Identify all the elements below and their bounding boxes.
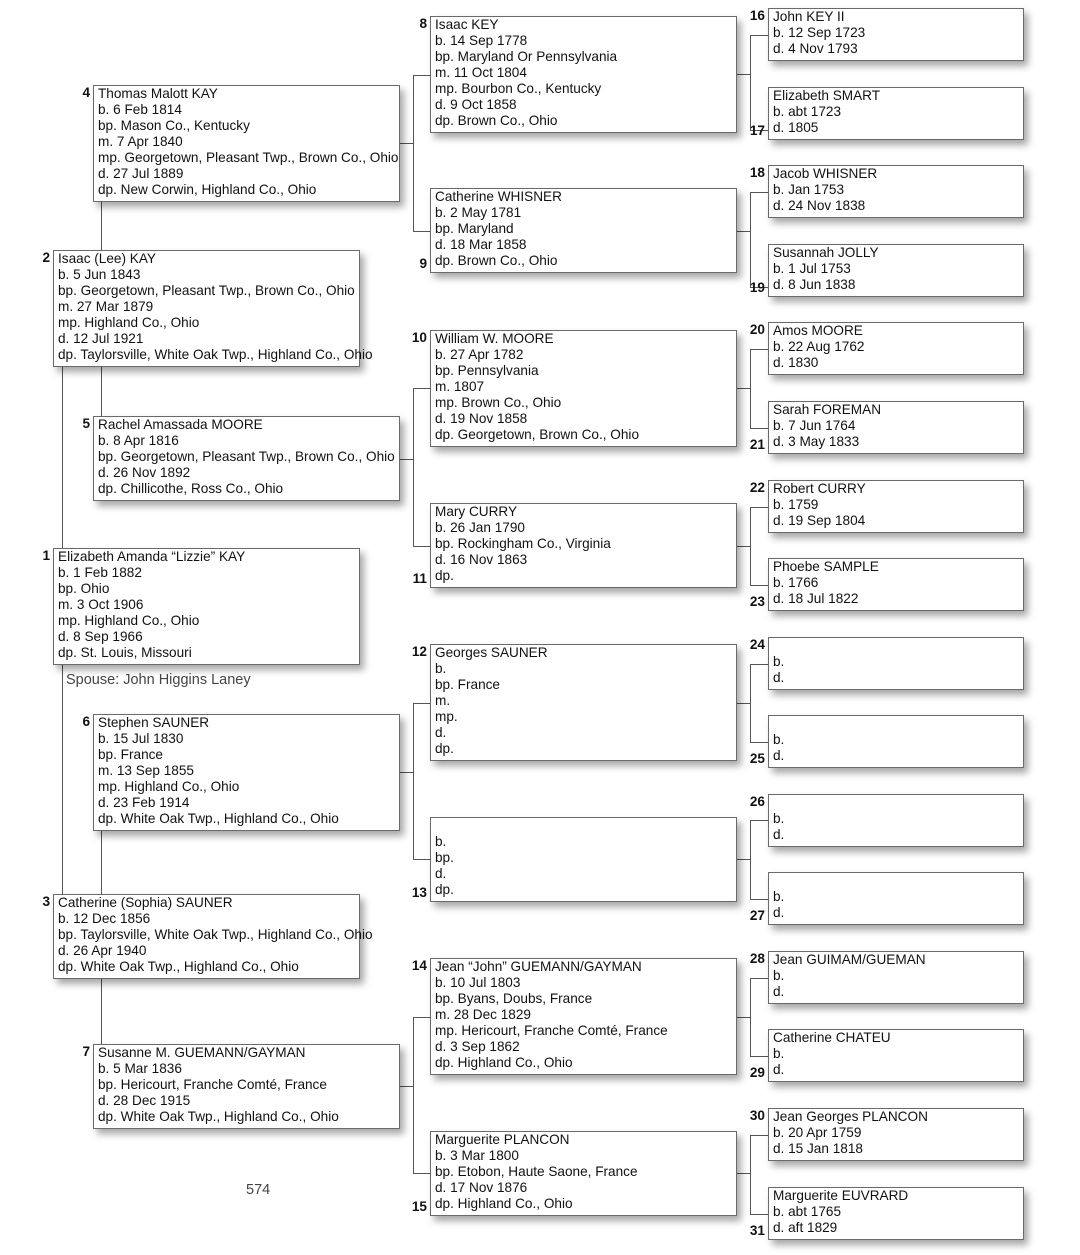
person-name: Jean GUIMAM/GUEMAN [773, 952, 926, 967]
connector-line [750, 1135, 768, 1136]
person-detail: bp. Byans, Doubs, France [435, 991, 593, 1006]
person-detail: d. 27 Jul 1889 [98, 166, 184, 181]
connector-line [750, 35, 751, 130]
person-detail: b. 10 Jul 1803 [435, 975, 521, 990]
person-box-20[interactable] [768, 322, 1024, 375]
person-detail: dp. Highland Co., Ohio [435, 1055, 573, 1070]
connector-line [750, 820, 768, 821]
person-name [773, 873, 1019, 889]
person-detail: bp. Mason Co., Kentucky [98, 118, 250, 133]
person-detail: d. [773, 905, 785, 920]
person-detail: d. 8 Jun 1838 [773, 277, 856, 292]
person-name: Georges SAUNER [435, 645, 548, 660]
person-name: Amos MOORE [773, 323, 863, 338]
person-detail: d. 18 Mar 1858 [435, 237, 527, 252]
person-detail: b. 5 Mar 1836 [98, 1061, 182, 1076]
person-detail: d. 23 Feb 1914 [98, 795, 190, 810]
person-box-28[interactable] [768, 951, 1024, 1004]
person-detail: bp. Pennsylvania [435, 363, 539, 378]
person-detail: bp. Taylorsville, White Oak Twp., Highland Co., Ohio [58, 927, 373, 942]
ahnentafel-number: 17 [749, 123, 765, 138]
connector-line [413, 388, 430, 389]
person-name: Marguerite PLANCON [435, 1132, 570, 1147]
person-box-21[interactable] [768, 401, 1024, 454]
person-name: Elizabeth Amanda “Lizzie” KAY [58, 549, 246, 564]
person-detail: dp. Georgetown, Brown Co., Ohio [435, 427, 640, 442]
person-detail: bp. Rockingham Co., Virginia [435, 536, 611, 551]
person-box-26[interactable] [768, 794, 1024, 847]
person-detail: d. 24 Nov 1838 [773, 198, 866, 213]
person-detail: mp. Georgetown, Pleasant Twp., Brown Co., Ohio [98, 150, 399, 165]
connector-line [750, 1135, 751, 1214]
person-box-30[interactable] [768, 1108, 1024, 1161]
person-box-25[interactable] [768, 715, 1024, 768]
person-detail: dp. [435, 882, 454, 897]
connector-line [750, 428, 768, 429]
person-detail: bp. Etobon, Haute Saone, France [435, 1164, 638, 1179]
ahnentafel-number: 19 [749, 280, 765, 295]
person-detail: b. 2 May 1781 [435, 205, 522, 220]
person-name: Jean “John” GUEMANN/GAYMAN [435, 959, 642, 974]
person-detail: bp. Georgetown, Pleasant Twp., Brown Co., Ohio [98, 449, 395, 464]
person-detail: d. 3 Sep 1862 [435, 1039, 520, 1054]
person-detail: d. 3 May 1833 [773, 434, 860, 449]
connector-line [737, 1173, 750, 1174]
person-detail: b. 1 Feb 1882 [58, 565, 142, 580]
connector-line [737, 859, 750, 860]
ahnentafel-number: 11 [412, 571, 427, 586]
person-detail: b. [773, 654, 785, 669]
person-detail: b. [435, 661, 447, 676]
connector-line [101, 979, 102, 1044]
ahnentafel-number: 16 [749, 8, 765, 23]
person-detail: dp. Highland Co., Ohio [435, 1196, 573, 1211]
connector-line [62, 665, 63, 894]
person-detail: d. [435, 725, 447, 740]
connector-line [413, 703, 430, 704]
person-detail: b. 26 Jan 1790 [435, 520, 525, 535]
connector-line [400, 143, 413, 144]
person-detail: bp. Maryland Or Pennsylvania [435, 49, 618, 64]
connector-line [413, 1017, 414, 1173]
person-detail: b. 12 Sep 1723 [773, 25, 866, 40]
person-detail: b. [773, 889, 785, 904]
person-detail: d. 19 Nov 1858 [435, 411, 528, 426]
ahnentafel-number: 5 [82, 416, 90, 431]
person-detail: dp. Chillicothe, Ross Co., Ohio [98, 481, 284, 496]
person-detail: m. 7 Apr 1840 [98, 134, 183, 149]
person-box-12[interactable] [430, 644, 737, 761]
connector-line [750, 35, 768, 36]
person-detail: m. 1807 [435, 379, 485, 394]
person-detail: d. [773, 1062, 785, 1077]
connector-line [750, 899, 768, 900]
person-name: Robert CURRY [773, 481, 866, 496]
person-box-8[interactable] [430, 16, 737, 133]
connector-line [62, 367, 63, 548]
ahnentafel-number: 27 [749, 908, 765, 923]
ahnentafel-number: 12 [411, 644, 427, 659]
person-name: Phoebe SAMPLE [773, 559, 879, 574]
person-detail: b. 22 Aug 1762 [773, 339, 865, 354]
person-detail: b. [773, 811, 785, 826]
connector-line [750, 349, 768, 350]
connector-line [750, 664, 768, 665]
connector-line [413, 231, 430, 232]
person-detail: b. 27 Apr 1782 [435, 347, 524, 362]
person-box-22[interactable] [768, 480, 1024, 533]
person-detail: b. [773, 968, 785, 983]
ahnentafel-number: 15 [411, 1199, 427, 1214]
person-name [773, 795, 1019, 811]
person-detail: b. 15 Jul 1830 [98, 731, 184, 746]
ahnentafel-number: 28 [749, 951, 765, 966]
person-detail: dp. [435, 568, 454, 583]
person-detail: m. 27 Mar 1879 [58, 299, 154, 314]
connector-line [413, 859, 430, 860]
ahnentafel-number: 6 [82, 714, 90, 729]
person-name: Thomas Malott KAY [98, 86, 218, 101]
person-detail: b. 8 Apr 1816 [98, 433, 179, 448]
person-box-14[interactable] [430, 958, 737, 1075]
person-name: Susanne M. GUEMANN/GAYMAN [98, 1045, 306, 1060]
connector-line [101, 831, 102, 894]
connector-line [413, 1173, 430, 1174]
ahnentafel-number: 21 [749, 437, 765, 452]
person-detail: d. [773, 670, 785, 685]
person-box-7[interactable] [93, 1044, 400, 1129]
ahnentafel-number: 22 [749, 480, 765, 495]
person-box-10[interactable] [430, 330, 737, 447]
person-detail: mp. Highland Co., Ohio [58, 315, 200, 330]
ahnentafel-number: 26 [749, 794, 765, 809]
connector-line [750, 978, 751, 1056]
connector-line [101, 367, 102, 416]
person-box-27[interactable] [768, 872, 1024, 925]
person-detail: b. 14 Sep 1778 [435, 33, 528, 48]
person-detail: bp. France [98, 747, 163, 762]
person-detail: b. 20 Apr 1759 [773, 1125, 862, 1140]
person-name: Mary CURRY [435, 504, 518, 519]
connector-line [413, 75, 414, 231]
person-detail: bp. Hericourt, Franche Comté, France [98, 1077, 327, 1092]
ahnentafel-number: 29 [749, 1065, 765, 1080]
person-name: Catherine (Sophia) SAUNER [58, 895, 233, 910]
person-box-16[interactable] [768, 8, 1024, 61]
person-box-23[interactable] [768, 558, 1024, 611]
person-detail: dp. White Oak Twp., Highland Co., Ohio [98, 1109, 339, 1124]
ahnentafel-number: 23 [749, 594, 765, 609]
person-detail: b. 1766 [773, 575, 819, 590]
person-detail: d. 19 Sep 1804 [773, 513, 866, 528]
connector-line [750, 507, 751, 585]
ahnentafel-number: 8 [419, 16, 427, 31]
person-detail: d. 28 Dec 1915 [98, 1093, 191, 1108]
person-box-9[interactable] [430, 188, 737, 273]
connector-line [750, 585, 768, 586]
person-detail: dp. Brown Co., Ohio [435, 253, 558, 268]
connector-line [750, 664, 751, 742]
connector-line [737, 703, 750, 704]
page-number: 574 [246, 1182, 271, 1198]
person-detail: m. 11 Oct 1804 [435, 65, 527, 80]
connector-line [750, 507, 768, 508]
person-detail: d. [435, 866, 447, 881]
connector-line [737, 388, 750, 389]
person-detail: b. abt 1765 [773, 1204, 842, 1219]
person-box-24[interactable] [768, 637, 1024, 690]
person-detail: m. 3 Oct 1906 [58, 597, 144, 612]
person-box-11[interactable] [430, 503, 737, 588]
person-detail: b. 12 Dec 1856 [58, 911, 151, 926]
person-name: William W. MOORE [435, 331, 554, 346]
person-detail: b. abt 1723 [773, 104, 842, 119]
person-detail: b. Jan 1753 [773, 182, 845, 197]
person-name: Catherine WHISNER [435, 189, 562, 204]
connector-line [737, 74, 750, 75]
person-name: Rachel Amassada MOORE [98, 417, 263, 432]
person-detail: m. [435, 693, 451, 708]
connector-line [750, 1056, 768, 1057]
ahnentafel-number: 20 [749, 322, 765, 337]
person-detail: mp. Hericourt, Franche Comté, France [435, 1023, 668, 1038]
connector-line [737, 546, 750, 547]
ahnentafel-number: 4 [82, 85, 90, 100]
ahnentafel-number: 18 [749, 165, 765, 180]
person-box-6[interactable] [93, 714, 400, 831]
ahnentafel-number: 3 [42, 894, 50, 909]
connector-line [750, 742, 768, 743]
person-detail: d. 4 Nov 1793 [773, 41, 858, 56]
person-detail: b. 3 Mar 1800 [435, 1148, 519, 1163]
person-detail: dp. [435, 741, 454, 756]
person-detail: b. [773, 732, 785, 747]
person-box-3[interactable] [53, 894, 373, 979]
person-detail: dp. White Oak Twp., Highland Co., Ohio [98, 811, 339, 826]
person-box-29[interactable] [768, 1029, 1024, 1082]
connector-line [750, 349, 751, 428]
person-box-2[interactable] [53, 250, 373, 367]
person-detail: d. 12 Jul 1921 [58, 331, 144, 346]
ahnentafel-number: 14 [411, 958, 427, 973]
person-detail: m. 13 Sep 1855 [98, 763, 194, 778]
person-box-18[interactable] [768, 165, 1024, 218]
ahnentafel-number: 24 [749, 637, 765, 652]
person-name [773, 638, 1019, 654]
person-name: Stephen SAUNER [98, 715, 210, 730]
connector-line [737, 1017, 750, 1018]
connector-line [101, 202, 102, 250]
person-detail: dp. New Corwin, Highland Co., Ohio [98, 182, 317, 197]
connector-line [750, 820, 751, 899]
person-detail: d. 16 Nov 1863 [435, 552, 528, 567]
person-box-5[interactable] [93, 416, 400, 501]
person-detail: dp. White Oak Twp., Highland Co., Ohio [58, 959, 299, 974]
person-box-4[interactable] [93, 85, 400, 202]
connector-line [413, 546, 430, 547]
person-name: John KEY II [773, 9, 845, 24]
connector-line [413, 1017, 430, 1018]
connector-line [413, 75, 430, 76]
connector-line [737, 231, 750, 232]
person-detail: bp. Georgetown, Pleasant Twp., Brown Co., Ohio [58, 283, 355, 298]
person-detail: bp. Maryland [435, 221, 514, 236]
person-detail: b. [773, 1046, 785, 1061]
person-detail: b. 1 Jul 1753 [773, 261, 851, 276]
person-name: Elizabeth SMART [773, 88, 881, 103]
person-name [435, 818, 732, 834]
connector-line [400, 1086, 413, 1087]
ahnentafel-number: 13 [411, 885, 427, 900]
person-name [773, 716, 1019, 732]
person-detail: d. 26 Apr 1940 [58, 943, 147, 958]
person-box-13[interactable] [430, 817, 737, 902]
person-name: Isaac KEY [435, 17, 499, 32]
person-name: Isaac (Lee) KAY [58, 251, 156, 266]
person-name: Jean Georges PLANCON [773, 1109, 928, 1124]
person-detail: m. 28 Dec 1829 [435, 1007, 531, 1022]
connector-line [400, 772, 413, 773]
person-detail: d. 8 Sep 1966 [58, 629, 143, 644]
person-box-1[interactable] [53, 548, 360, 665]
person-name: Catherine CHATEU [773, 1030, 891, 1045]
ahnentafel-number: 31 [749, 1223, 765, 1238]
connector-line [413, 703, 414, 859]
spouse-label: Spouse: John Higgins Laney [66, 672, 251, 688]
person-detail: bp. [435, 850, 454, 865]
person-name: Marguerite EUVRARD [773, 1188, 909, 1203]
person-detail: bp. France [435, 677, 500, 692]
person-detail: mp. Highland Co., Ohio [98, 779, 240, 794]
person-detail: dp. Taylorsville, White Oak Twp., Highland Co., Ohio [58, 347, 373, 362]
person-detail: mp. [435, 709, 458, 724]
person-name: Sarah FOREMAN [773, 402, 882, 417]
person-detail: d. 26 Nov 1892 [98, 465, 191, 480]
ahnentafel-number: 9 [419, 256, 427, 271]
ahnentafel-number: 7 [82, 1044, 90, 1059]
person-detail: d. 9 Oct 1858 [435, 97, 517, 112]
person-detail: b. 1759 [773, 497, 819, 512]
person-detail: d. [773, 984, 785, 999]
person-detail: d. 1805 [773, 120, 819, 135]
connector-line [750, 978, 768, 979]
person-detail: dp. Brown Co., Ohio [435, 113, 558, 128]
person-detail: mp. Bourbon Co., Kentucky [435, 81, 602, 96]
person-detail: bp. Ohio [58, 581, 110, 596]
ahnentafel-number: 25 [749, 751, 765, 766]
person-box-19[interactable] [768, 244, 1024, 297]
person-detail: d. 18 Jul 1822 [773, 591, 859, 606]
person-detail: b. [435, 834, 447, 849]
ahnentafel-number: 10 [411, 330, 427, 345]
person-detail: mp. Highland Co., Ohio [58, 613, 200, 628]
person-box-15[interactable] [430, 1131, 737, 1216]
ahnentafel-number: 2 [42, 250, 50, 265]
person-detail: mp. Brown Co., Ohio [435, 395, 562, 410]
person-detail: d. [773, 827, 785, 842]
person-detail: d. 17 Nov 1876 [435, 1180, 528, 1195]
person-detail: d. aft 1829 [773, 1220, 838, 1235]
person-detail: d. 1830 [773, 355, 819, 370]
person-detail: b. 5 Jun 1843 [58, 267, 141, 282]
connector-line [750, 1214, 768, 1215]
person-detail: d. 15 Jan 1818 [773, 1141, 863, 1156]
connector-line [750, 192, 768, 193]
ahnentafel-number: 30 [749, 1108, 765, 1123]
person-box-17[interactable] [768, 87, 1024, 140]
person-detail: dp. St. Louis, Missouri [58, 645, 192, 660]
person-detail: d. [773, 748, 785, 763]
person-detail: b. 7 Jun 1764 [773, 418, 856, 433]
connector-line [750, 192, 751, 287]
person-detail: b. 6 Feb 1814 [98, 102, 182, 117]
person-name: Susannah JOLLY [773, 245, 879, 260]
connector-line [413, 388, 414, 546]
person-name: Jacob WHISNER [773, 166, 878, 181]
person-box-31[interactable] [768, 1187, 1024, 1240]
ahnentafel-number: 1 [42, 548, 50, 563]
connector-line [400, 459, 413, 460]
